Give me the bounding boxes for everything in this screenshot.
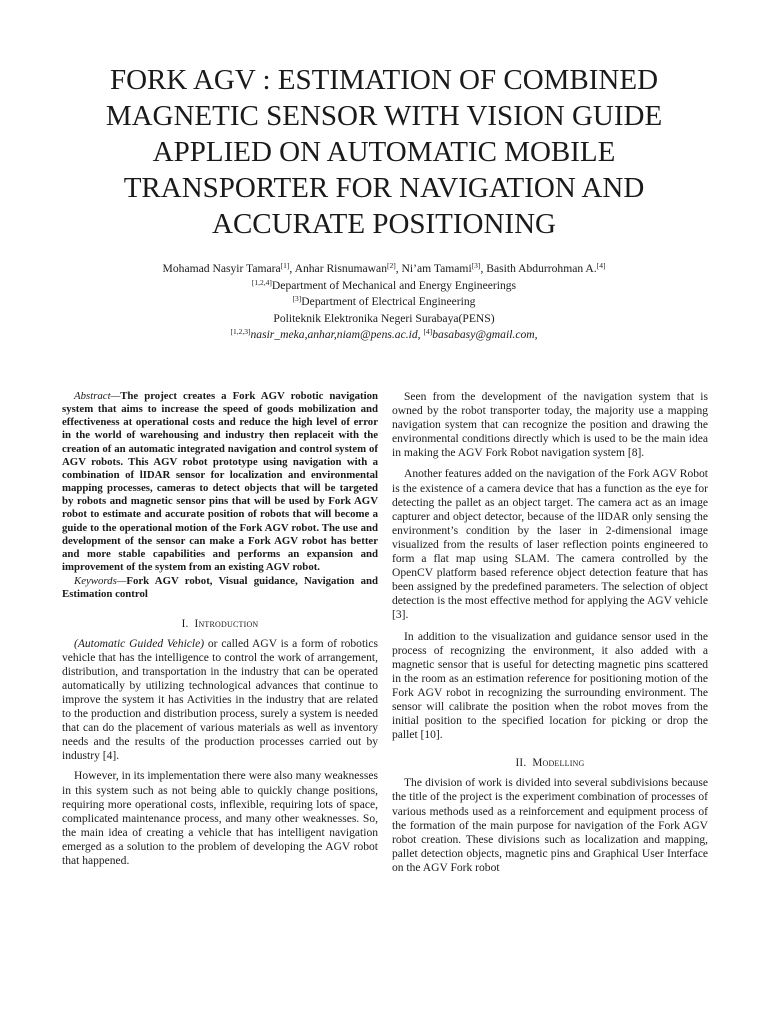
intro-paragraph-2: However, in its implementation there were also many weaknesses in this system such as not being able to quickly change positions, requiring more operational costs, inflexible, requiring lots of space, complicated maintenance process, and many other weaknesses. So, the main idea of creating a vehicle that has intelligent navigation emerged as a solution to the problem of developing the AGV robot that happened. bbox=[62, 770, 378, 867]
abstract-text: The project creates a Fork AGV robotic navigation system that aims to increase the speed of goods mobilization and effectiveness at operational costs and reduce the high level of error in the world of warehousing and industry then replaceit with the creation of an automatic integrated navigation and control system of AGV robots. This AGV robot prototype using navigation with a combination of lIDAR sensor for localization and environmental mapping processes, cameras to detect objects that will be targeted by robots and magnetic sensor pins that will be used by Fork AGV robot to estimate and accurate position of robots that will become a guide to the operational motion of the Fork AGV robot. The use and development of the sensor can make a Fork AGV robot has better and more stable capabilities and performs an expansion and improvement of the system from an existing AGV robot. bbox=[62, 390, 378, 574]
author-name: Ni’am Tamami bbox=[401, 262, 472, 275]
author-mark: [4] bbox=[596, 261, 606, 270]
title-line: MAGNETIC SENSOR WITH VISION GUIDE bbox=[105, 100, 663, 132]
modelling-paragraph-1: The division of work is divided into several subdivisions because the title of the project is the experiment combination of processes of various methods used as a reinforcement and equipment process of the formation of the main purpose for navigation of the Fork AGV robot creation. These divisions such as localization and mapping, pallet detection objects, magnetic pins and Graphical User Interface on the AGV Fork robot bbox=[392, 777, 708, 874]
author-list: Mohamad Nasyir Tamara[1], Anhar Risnumawan[2], Ni’am Tamami[3], Basith Abdurrohman A.[4] bbox=[162, 261, 606, 275]
keywords-lead: Keywords— bbox=[74, 575, 127, 588]
left-column bbox=[62, 390, 378, 874]
title-line: APPLIED ON AUTOMATIC MOBILE bbox=[152, 136, 616, 168]
title-line: FORK AGV : ESTIMATION OF COMBINED bbox=[109, 64, 659, 96]
affiliation-institution: Politeknik Elektronika Negeri Surabaya(PENS) bbox=[273, 311, 495, 325]
body-paragraph: In addition to the visualization and guidance sensor used in the process of recognizing the environment, it also added with a magnetic sensor that is useful for detecting magnetic pins scattered in the room as an estimation reference for positioning motion of the Fork AGV robot in recognizing the surrounding environment. The sensor will calibrate the position when the robot moves from the initial position to the specified location for picking or drop the pallet [10]. bbox=[392, 630, 708, 742]
author-name: Basith Abdurrohman A. bbox=[486, 262, 597, 275]
abstract-lead: Abstract— bbox=[74, 390, 121, 402]
author-block bbox=[70, 261, 698, 344]
body-paragraph: Seen from the development of the navigation system that is owned by the robot transporter today, the majority use a mapping navigation system that can recognize the position and drawing the environmental conditions directly which is used to be the main idea in making the AGV Fork Robot navigation system [8]. bbox=[392, 391, 708, 460]
body-paragraph: Another features added on the navigation of the Fork AGV Robot is the existence of a camera device that has a function as the eye for detecting the pallet as an object target. The camera act as an image capturer and object detector, because of the lIDAR only sensing the environment’s condition by the laser in 2-dimensional image visualized from the results of laser reflection points engineered to form a flat map using SLAM. The camera controlled by the OpenCV platform based reference object detection feature that has been assigned by the predefined parameters. The selection of object detection is the most effective method for applying the AGV vehicle [3]. bbox=[392, 468, 708, 622]
affiliation-dept-2: [3]Department of Electrical Engineering bbox=[292, 294, 476, 308]
right-column bbox=[392, 390, 708, 882]
author-emails: [1,2,3]nasir_meka,anhar,niam@pens.ac.id, [4]basabasy@gmail.com, bbox=[230, 327, 538, 341]
author-name: Anhar Risnumawan bbox=[294, 262, 387, 275]
author-mark: [3] bbox=[471, 261, 481, 270]
title-line: TRANSPORTER FOR NAVIGATION AND bbox=[123, 172, 645, 204]
keywords bbox=[62, 575, 378, 601]
section-heading-introduction: I. Introduction bbox=[181, 617, 259, 630]
paper-title bbox=[70, 62, 698, 242]
section-heading-modelling: II. Modelling bbox=[515, 757, 585, 770]
author-name: Mohamad Nasyir Tamara bbox=[162, 262, 281, 275]
intro-paragraph-1: (Automatic Guided Vehicle) or called AGV is a form of robotics vehicle that has the intelligence to control the work of arrangement, distribution, and transportation in the industry that can be operated automatically by utilizing technological advances that continue to improve the system it has Activities in the industry that are related to the production and distribution process, surely a system is needed that can do the placement of various materials as well as inventory needs and the results of the production processes carried out by industry [4]. bbox=[62, 637, 378, 763]
author-mark: [1] bbox=[280, 261, 290, 270]
abstract bbox=[62, 390, 378, 574]
affiliation-dept-1: [1,2,4]Department of Mechanical and Energy Engineerings bbox=[251, 277, 517, 292]
title-line: ACCURATE POSITIONING bbox=[212, 208, 556, 240]
keywords-text: Fork AGV robot, Visual guidance, Navigation and Estimation control bbox=[62, 575, 378, 601]
author-mark: [2] bbox=[387, 261, 396, 270]
